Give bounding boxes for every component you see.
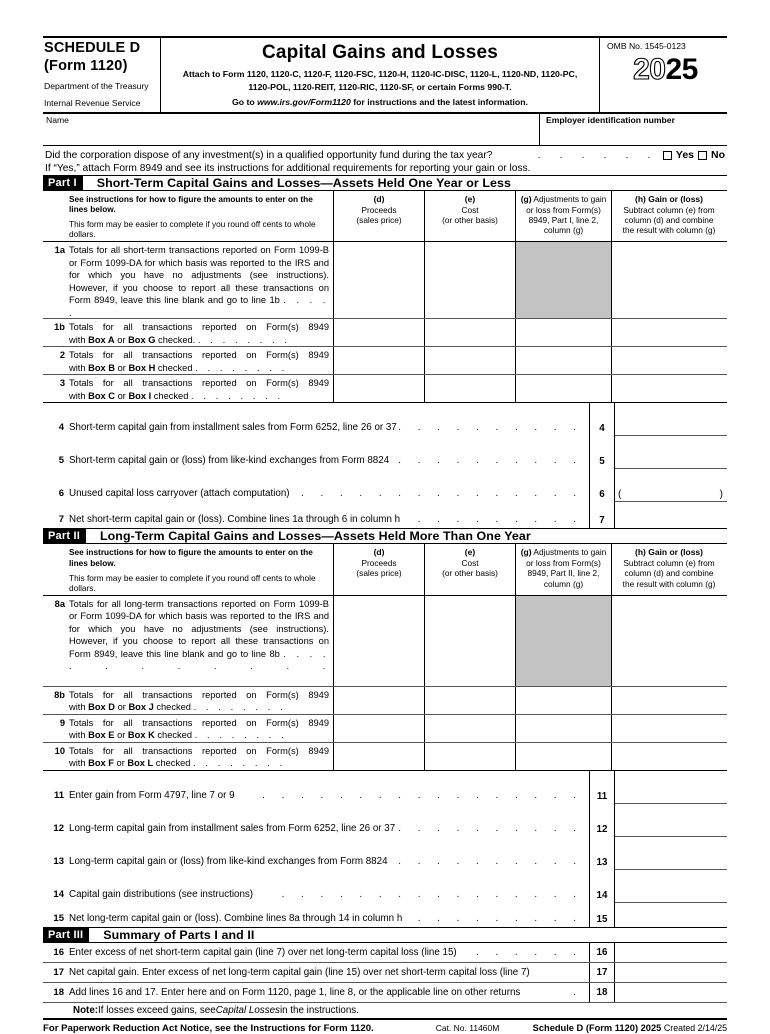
- line-8a-cell-e[interactable]: [425, 596, 516, 686]
- line-15-amount-input[interactable]: [615, 903, 727, 927]
- amount-row: [43, 403, 727, 436]
- line-17-amount-input[interactable]: [615, 963, 727, 982]
- line-8a-text: [69, 598, 329, 684]
- line-10-l2-mid: or: [113, 758, 128, 769]
- line-8a-cell-d[interactable]: [334, 596, 425, 686]
- col-d-key: (d): [373, 194, 385, 204]
- col-h-head-inline: Gain or (loss): [645, 194, 703, 204]
- line-13-number: 13: [53, 855, 64, 867]
- line-4-label: Short-term capital gain from installment sales from Form 6252, line 26 or 37: [69, 422, 397, 434]
- line-11-box-number: 11: [590, 771, 615, 804]
- line-2-cell-e[interactable]: [425, 347, 516, 374]
- col-g-l1-2: or loss from Form(s): [526, 558, 601, 569]
- line-1b-number: 1b: [54, 322, 65, 333]
- line-1b-box-b: Box G: [128, 334, 156, 345]
- yes-label: Yes: [675, 149, 694, 161]
- line-10-box-b: Box L: [127, 758, 154, 769]
- line-3-cell-h[interactable]: [612, 375, 726, 402]
- line-6-label: Unused capital loss carryover (attach computation): [69, 488, 290, 500]
- col-g-key-2: (g): [520, 547, 532, 558]
- line-1b-l2-post: checked.: [155, 334, 196, 345]
- line-16-dots: . . . . . .: [476, 946, 583, 958]
- line-3-box-b: Box I: [128, 390, 152, 401]
- part-2-bar: [43, 528, 727, 544]
- attach-line2: 1120-POL, 1120-REIT, 1120-RIC, 1120-SF, or certain Forms 990-T.: [248, 81, 512, 92]
- line-10-text-l1: Totals for all transactions reported on Form(s) 8949: [69, 745, 329, 756]
- line-1a-cell-h[interactable]: [612, 242, 726, 318]
- summary-row: [43, 943, 727, 963]
- line-12-label-cell: [43, 804, 590, 837]
- line-11-number: 11: [53, 789, 64, 801]
- line-1a-text: [69, 244, 329, 316]
- line-1a-text-body: Totals for all short-term transactions reported on Form 1099-B or Form 1099-DA for which basis was reported to the IRS and for which you have no adjustments (see instructions). However, if you choose to report all these transactions on Form 8949, leave this line blank and go to line 1b: [69, 245, 329, 306]
- table-row: [43, 319, 727, 347]
- line-3-cell-g[interactable]: [516, 375, 612, 402]
- line-8b-label-cell: [43, 687, 334, 714]
- amount-row: [43, 870, 727, 903]
- line-9-text: [69, 717, 329, 740]
- line-12-label: Long-term capital gain from installment sales from Form 6252, line 26 or 37: [69, 822, 396, 834]
- irs-url-link[interactable]: www.irs.gov/Form1120: [257, 97, 351, 108]
- line-9-cell-g[interactable]: [516, 715, 612, 742]
- part-1-instr-bold: See instructions for how to figure the amounts to enter on the lines below.: [69, 194, 313, 215]
- line-5-label-cell: [43, 436, 590, 469]
- col-g-l2: 8949, Part I, line 2,: [528, 214, 599, 225]
- line-9-text-l1: Totals for all transactions reported on Form(s) 8949: [69, 717, 329, 728]
- part-2-instr-plain: This form may be easier to complete if you round off cents to whole dollars.: [69, 572, 316, 593]
- col-h-head-inline-2: Gain or (loss): [645, 547, 703, 558]
- schedule-name-line2: (Form 1120): [44, 57, 128, 74]
- paperwork-notice: For Paperwork Reduction Act Notice, see the Instructions for Form 1120.: [43, 1022, 374, 1034]
- line-7-number: 7: [58, 514, 64, 526]
- line-7-amount-input[interactable]: [615, 502, 727, 528]
- amount-row: [43, 903, 727, 927]
- line-5-label: Short-term capital gain or (loss) from like-kind exchanges from Form 8824: [69, 455, 390, 467]
- line-12-number: 12: [53, 822, 64, 834]
- line-1b-cell-e[interactable]: [425, 319, 516, 346]
- line-3-cell-d[interactable]: [334, 375, 425, 402]
- line-2-text: [69, 349, 329, 372]
- col-e-l2-2: (or other basis): [442, 568, 498, 579]
- ein-field[interactable]: [540, 114, 727, 145]
- line-8b-dots: . . . . . . . .: [193, 702, 287, 713]
- line-18-label-cell: [43, 983, 590, 1002]
- line-15-box-number: 15: [590, 903, 615, 927]
- part-1-instr-plain: This form may be easier to complete if you round off cents to whole dollars.: [69, 219, 316, 240]
- line-1a-label-cell: [43, 242, 334, 318]
- line-10-label-cell: [43, 743, 334, 770]
- line-8a-cell-g-shaded: [516, 596, 612, 686]
- line-1b-box-a: Box A: [88, 334, 115, 345]
- col-h-l2-2: column (d) and combine: [624, 568, 714, 579]
- line-8b-cell-e[interactable]: [425, 687, 516, 714]
- line-9-l2-mid: or: [114, 730, 128, 741]
- line-8a-number: 8a: [54, 598, 65, 609]
- form-identifier-text: Schedule D (Form 1120) 2025: [532, 1022, 662, 1033]
- line-14-label: Capital gain distributions (see instructions): [69, 888, 254, 900]
- header-omb-block: [600, 38, 727, 112]
- line-14-label-cell: [43, 870, 590, 903]
- line-7-box-number: 7: [590, 502, 615, 528]
- line-6-paren-right: ): [719, 489, 723, 501]
- table-row: [43, 375, 727, 403]
- line-1b-l2-pre: with: [69, 334, 89, 345]
- line-8b-cell-d[interactable]: [334, 687, 425, 714]
- line-8b-cell-g[interactable]: [516, 687, 612, 714]
- line-10-cell-d[interactable]: [334, 743, 425, 770]
- line-1b-l2-mid: or: [114, 334, 129, 345]
- line-8a-label-cell: [43, 596, 334, 686]
- form-identifier: [533, 1023, 727, 1033]
- line-18-box-number: 18: [590, 983, 615, 1002]
- col-h-l1-2: Subtract column (e) from: [623, 558, 715, 569]
- header-schedule-block: [43, 38, 161, 112]
- col-g-head-inline: Adjustments to gain: [531, 194, 607, 204]
- note-bold-label: Note:: [73, 1004, 99, 1016]
- line-10-cell-e[interactable]: [425, 743, 516, 770]
- amount-row: [43, 837, 727, 870]
- col-h-l3-2: the result with column (g): [622, 578, 716, 589]
- line-12-amount-input[interactable]: [615, 804, 727, 837]
- part-2-col-h-header: [612, 544, 726, 594]
- line-10-l2-post: checked: [153, 758, 191, 769]
- line-8b-text-l1: Totals for all transactions reported on Form(s) 8949: [69, 689, 329, 700]
- line-5-amount-input[interactable]: [615, 436, 727, 469]
- line-14-box-number: 14: [590, 870, 615, 903]
- col-d-key-2: (d): [373, 547, 385, 558]
- amount-row: [43, 502, 727, 528]
- line-3-text-l1: Totals for all transactions reported on Form(s) 8949: [69, 378, 329, 389]
- line-9-cell-d[interactable]: [334, 715, 425, 742]
- goto-line: [165, 97, 595, 107]
- line-4-label-cell: [43, 403, 590, 436]
- part-1-tag: Part I: [43, 175, 83, 191]
- table-row: [43, 743, 727, 771]
- line-3-label-cell: [43, 375, 334, 402]
- col-d-l2: (sales price): [356, 214, 402, 225]
- line-6-dots: . . . . . . . . . . . . . . .: [301, 488, 583, 500]
- line-9-cell-e[interactable]: [425, 715, 516, 742]
- no-checkbox[interactable]: [698, 151, 707, 160]
- line-10-text: [69, 745, 329, 768]
- line-2-label-cell: [43, 347, 334, 374]
- part-2-col-d-header: [334, 544, 425, 594]
- line-13-dots: . . . . . . . . . .: [398, 855, 583, 867]
- line-10-cell-h[interactable]: [612, 743, 726, 770]
- line-1a-dots: . . . . .: [69, 295, 330, 318]
- col-h-l1: Subtract column (e) from: [623, 204, 715, 215]
- line-9-cell-h[interactable]: [612, 715, 726, 742]
- table-row: [43, 687, 727, 715]
- col-d-l1-2: Proceeds: [361, 558, 397, 569]
- amount-row: [43, 771, 727, 804]
- line-15-label: Net long-term capital gain or (loss). Combine lines 8a through 14 in column h: [69, 912, 403, 924]
- created-date: Created 2/14/25: [663, 1022, 727, 1033]
- name-label: Name: [46, 115, 69, 125]
- line-2-cell-d[interactable]: [334, 347, 425, 374]
- question-text: Did the corporation dispose of any investment(s) in a qualified opportunity fund during the tax year?: [45, 149, 493, 161]
- part-2-col-g-header: [516, 544, 612, 594]
- col-h-key-2: (h): [634, 547, 646, 558]
- question-line: [45, 149, 725, 161]
- tax-year: [607, 55, 724, 85]
- line-4-amount-input[interactable]: [615, 403, 727, 436]
- line-3-text: [69, 377, 329, 400]
- header-title-block: [161, 38, 600, 112]
- line-2-l2-post: checked: [155, 362, 193, 373]
- line-13-box-number: 13: [590, 837, 615, 870]
- ein-label: Employer identification number: [546, 115, 675, 125]
- col-e-l1: Cost: [461, 204, 479, 215]
- schedule-name-line1: SCHEDULE D: [44, 40, 141, 56]
- line-9-number: 9: [59, 717, 65, 728]
- line-15-label-cell: [43, 903, 590, 927]
- line-12-box-number: 12: [590, 804, 615, 837]
- summary-row: [43, 963, 727, 983]
- line-5-number: 5: [58, 455, 64, 467]
- goto-suffix: for instructions and the latest information.: [350, 97, 528, 108]
- line-14-dots: . . . . . . . . . . . . . . . .: [281, 888, 583, 900]
- table-row: [43, 242, 727, 319]
- attach-line1: Attach to Form 1120, 1120-C, 1120-F, 1120-FSC, 1120-H, 1120-IC-DISC, 1120-L, 1120-ND, 1120-PC,: [182, 69, 578, 79]
- part-1-col-d-header: [334, 191, 425, 241]
- line-1b-cell-d[interactable]: [334, 319, 425, 346]
- line-15-number: 15: [53, 912, 64, 924]
- col-e-l2: (or other basis): [442, 214, 498, 225]
- question-followup: If “Yes,” attach Form 8949 and see its instructions for additional requirements for reporting your gain or loss.: [45, 163, 531, 174]
- line-1b-text: [69, 321, 329, 344]
- line-9-box-a: Box E: [88, 730, 115, 741]
- line-17-box-number: 17: [590, 963, 615, 982]
- line-2-dots: . . . . . . . .: [195, 362, 288, 373]
- line-9-label-cell: [43, 715, 334, 742]
- line-2-cell-g[interactable]: [516, 347, 612, 374]
- part-2-title: Long-Term Capital Gains and Losses—Assets Held More Than One Year: [99, 529, 531, 544]
- line-6-number: 6: [58, 488, 64, 500]
- part-2-instructions: [43, 544, 334, 594]
- line-6-amount-input[interactable]: [615, 469, 727, 502]
- summary-row: [43, 983, 727, 1003]
- line-11-amount-input[interactable]: [615, 771, 727, 804]
- note-post: in the instructions.: [279, 1004, 359, 1016]
- part-3-title: Summary of Parts I and II: [103, 927, 255, 942]
- omb-number: OMB No. 1545-0123: [607, 41, 686, 51]
- line-3-l2-pre: with: [69, 390, 89, 401]
- line-11-dots: . . . . . . . . . . . . . . . . .: [262, 789, 583, 801]
- line-2-l2-pre: with: [69, 362, 89, 373]
- line-13-label: Long-term capital gain or (loss) from like-kind exchanges from Form 8824: [69, 855, 388, 867]
- line-8b-l2-post: checked: [153, 702, 191, 713]
- line-6-paren-left: (: [618, 489, 622, 501]
- line-8a-dots: . . . . . . . . . . . .: [69, 648, 330, 672]
- line-6-box-number: 6: [590, 469, 615, 502]
- part-2-tag: Part II: [43, 528, 86, 544]
- line-18-dots: .: [573, 986, 583, 998]
- col-e-key: (e): [464, 194, 476, 204]
- line-16-label: Enter excess of net short-term capital gain (line 7) over net long-term capital loss (line 15): [69, 946, 457, 958]
- line-8a-text-body: Totals for all long-term transactions reported on Form 1099-B or Form 1099-DA for which basis was reported to the IRS and for which you have no adjustments (see instructions). However, if you choose to report all these transactions on Form 8949, leave this line blank and go to line 8b: [69, 598, 329, 659]
- line-16-box-number: 16: [590, 943, 615, 962]
- line-11-label-cell: [43, 771, 590, 804]
- line-4-dots: . . . . . . . . . .: [398, 422, 583, 434]
- note-pre: If losses exceed gains, see: [98, 1004, 216, 1016]
- line-8b-l2-mid: or: [115, 702, 129, 713]
- line-1a-cell-d[interactable]: [334, 242, 425, 318]
- line-8b-l2-pre: with: [69, 702, 89, 713]
- line-13-amount-input[interactable]: [615, 837, 727, 870]
- col-e-l1-2: Cost: [461, 558, 479, 569]
- part-1-title: Short-Term Capital Gains and Losses—Assets Held One Year or Less: [96, 176, 511, 190]
- note-italic-term: Capital Losses: [215, 1004, 280, 1016]
- col-g-l1: or loss from Form(s): [526, 204, 601, 215]
- line-7-dots: . . . . . . . . .: [417, 514, 583, 526]
- part-2-column-headers: [43, 544, 727, 595]
- part-1-col-e-header: [425, 191, 516, 241]
- col-g-l2-2: 8949, Part II, line 2,: [527, 568, 600, 579]
- line-2-cell-h[interactable]: [612, 347, 726, 374]
- col-h-key: (h): [634, 194, 646, 204]
- form-title: Capital Gains and Losses: [261, 42, 499, 63]
- part-1-col-h-header: [612, 191, 726, 241]
- tax-year-century: 20: [633, 53, 666, 86]
- line-2-number: 2: [59, 350, 65, 361]
- line-8b-number: 8b: [54, 689, 65, 700]
- line-14-number: 14: [53, 888, 64, 900]
- line-17-label-cell: [43, 963, 590, 982]
- line-8b-text: [69, 689, 329, 712]
- line-2-box-a: Box B: [88, 362, 115, 373]
- line-1a-cell-g-shaded: [516, 242, 612, 318]
- line-9-l2-pre: with: [69, 730, 89, 741]
- catalog-number: Cat. No. 11460M: [435, 1022, 500, 1033]
- col-h-l2: column (d) and combine: [624, 214, 714, 225]
- line-15-dots: . . . . . . . . .: [417, 912, 583, 924]
- line-1b-label-cell: [43, 319, 334, 346]
- part-1-instructions: [43, 191, 334, 241]
- col-d-l2-2: (sales price): [356, 568, 402, 579]
- line-10-dots: . . . . . . . .: [193, 758, 286, 769]
- line-10-box-a: Box F: [88, 758, 114, 769]
- line-13-label-cell: [43, 837, 590, 870]
- form-footer: [43, 1020, 727, 1034]
- line-4-number: 4: [58, 422, 64, 434]
- col-d-l1: Proceeds: [361, 204, 397, 215]
- amount-row: [43, 436, 727, 469]
- table-row: [43, 347, 727, 375]
- line-2-box-b: Box H: [128, 362, 156, 373]
- table-row: [43, 715, 727, 743]
- form-sheet: [43, 36, 727, 1034]
- col-g-l3-2: column (g): [543, 578, 584, 589]
- line-3-dots: . . . . . . . .: [190, 390, 284, 401]
- line-3-l2-post: checked: [151, 390, 189, 401]
- form-header: [43, 36, 727, 114]
- line-16-amount-input[interactable]: [615, 943, 727, 962]
- col-g-head-inline-2: Adjustments to gain: [531, 547, 607, 558]
- dept-line2: Internal Revenue Service: [44, 97, 141, 108]
- line-6-label-cell: [43, 469, 590, 502]
- line-1a-number: 1a: [54, 245, 65, 256]
- part-3-tag: Part III: [43, 927, 89, 943]
- line-5-dots: . . . . . . . . . .: [398, 455, 583, 467]
- line-7-label: Net short-term capital gain or (loss). Combine lines 1a through 6 in column h: [69, 514, 401, 526]
- line-1b-dots: . . . . . . . .: [197, 334, 291, 345]
- line-12-dots: . . . . . . . . . .: [398, 822, 583, 834]
- line-10-l2-pre: with: [69, 758, 89, 769]
- line-8a-cell-h[interactable]: [612, 596, 726, 686]
- line-18-label: Add lines 16 and 17. Enter here and on Form 1120, page 1, line 8, or the applicable line on other returns: [69, 986, 521, 998]
- part-2-instr-bold: See instructions for how to figure the amounts to enter on the lines below.: [69, 547, 313, 568]
- line-8b-box-b: Box J: [128, 702, 154, 713]
- line-9-l2-post: checked: [154, 730, 193, 741]
- line-3-number: 3: [59, 378, 65, 389]
- line-17-number: 17: [53, 966, 64, 978]
- part-3-bar: [43, 927, 727, 943]
- line-9-box-b: Box K: [127, 730, 155, 741]
- name-field[interactable]: [43, 114, 540, 145]
- table-row: [43, 596, 727, 687]
- line-5-box-number: 5: [590, 436, 615, 469]
- line-1b-cell-g[interactable]: [516, 319, 612, 346]
- line-3-box-a: Box C: [88, 390, 115, 401]
- question-leader-dots: . . . . . .: [537, 149, 655, 161]
- capital-losses-note: [43, 1003, 727, 1020]
- col-g-l3: column (g): [543, 225, 584, 236]
- line-2-text-l1: Totals for all transactions reported on Form(s) 8949: [69, 350, 329, 361]
- line-16-label-cell: [43, 943, 590, 962]
- line-4-box-number: 4: [590, 403, 615, 436]
- line-2-l2-mid: or: [115, 362, 129, 373]
- line-10-cell-g[interactable]: [516, 743, 612, 770]
- col-e-key-2: (e): [464, 547, 476, 558]
- line-8b-box-a: Box D: [88, 702, 115, 713]
- amount-row: [43, 469, 727, 502]
- tax-year-suffix: 25: [665, 53, 698, 86]
- line-1a-cell-e[interactable]: [425, 242, 516, 318]
- line-8b-cell-h[interactable]: [612, 687, 726, 714]
- line-10-number: 10: [54, 745, 65, 756]
- line-11-label: Enter gain from Form 4797, line 7 or 9: [69, 789, 235, 801]
- amount-row: [43, 804, 727, 837]
- no-label: No: [711, 149, 725, 161]
- goto-prefix: Go to: [232, 97, 258, 108]
- line-17-label: Net capital gain. Enter excess of net long-term capital gain (line 15) over net short-term capital loss (line 7): [69, 966, 530, 978]
- line-7-label-cell: [43, 502, 590, 528]
- line-18-number: 18: [53, 986, 64, 998]
- line-9-dots: . . . . . . . .: [194, 730, 288, 741]
- part-1-bar: [43, 175, 727, 191]
- part-1-column-headers: [43, 191, 727, 242]
- line-16-number: 16: [53, 946, 64, 958]
- yes-checkbox[interactable]: [663, 151, 672, 160]
- dept-line1: Department of the Treasury: [44, 81, 149, 92]
- line-14-amount-input[interactable]: [615, 870, 727, 903]
- col-g-key: (g): [520, 194, 532, 204]
- part-1-col-g-header: [516, 191, 612, 241]
- part-2-col-e-header: [425, 544, 516, 594]
- line-18-amount-input[interactable]: [615, 983, 727, 1002]
- line-3-cell-e[interactable]: [425, 375, 516, 402]
- opportunity-fund-question: [43, 146, 727, 175]
- col-h-l3: the result with column (g): [622, 225, 716, 236]
- line-1b-text-l1: Totals for all transactions reported on Form(s) 8949: [69, 322, 329, 333]
- identity-row: [43, 114, 727, 146]
- line-3-l2-mid: or: [115, 390, 129, 401]
- line-1b-cell-h[interactable]: [612, 319, 726, 346]
